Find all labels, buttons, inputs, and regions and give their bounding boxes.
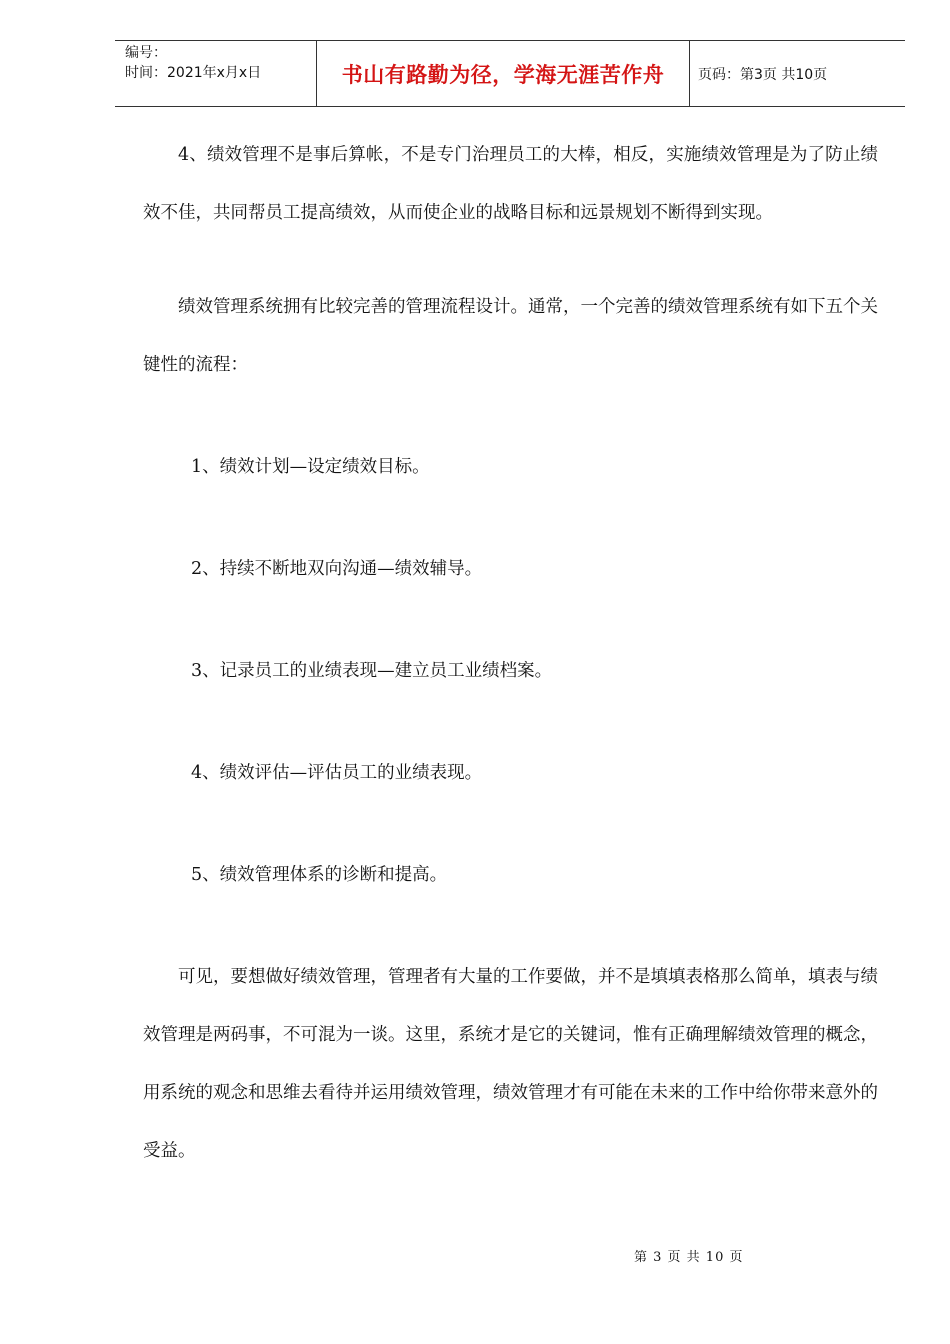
- page-header: [115, 40, 905, 107]
- header-meta: [115, 41, 316, 106]
- paragraph-point-4: 4、绩效管理不是事后算帐，不是专门治理员工的大棒，相反，实施绩效管理是为了防止绩效不佳，共同帮员工提高绩效，从而使企业的战略目标和远景规划不断得到实现。: [143, 145, 878, 223]
- list-item: 3、记录员工的业绩表现—建立员工业绩档案。: [191, 661, 553, 681]
- document-body: [143, 126, 878, 1180]
- list-item: 1、绩效计划—设定绩效目标。: [191, 457, 430, 477]
- paragraph-process-intro: 绩效管理系统拥有比较完善的管理流程设计。通常，一个完善的绩效管理系统有如下五个关键性的流程：: [143, 297, 878, 375]
- paragraph-conclusion: 可见，要想做好绩效管理，管理者有大量的工作要做，并不是填填表格那么简单，填表与绩效管理是两码事，不可混为一谈。这里，系统才是它的关键词，惟有正确理解绩效管理的概念，用系统的观念和思维去看待并运用绩效管理，绩效管理才有可能在未来的工作中给你带来意外的受益。: [143, 967, 878, 1161]
- list-item: 2、持续不断地双向沟通—绩效辅导。: [191, 559, 483, 579]
- page-footer: 第 3 页 共 10 页: [634, 1250, 744, 1265]
- header-page-info: 页码：第3页 共10页: [698, 66, 828, 83]
- list-item: 4、绩效评估—评估员工的业绩表现。: [191, 763, 483, 783]
- document-date: 时间：2021年x月x日: [125, 65, 262, 81]
- document-number: 编号：: [125, 45, 167, 61]
- list-item: 5、绩效管理体系的诊断和提高。: [191, 865, 448, 885]
- header-motto: 书山有路勤为径，学海无涯苦作舟: [316, 41, 690, 106]
